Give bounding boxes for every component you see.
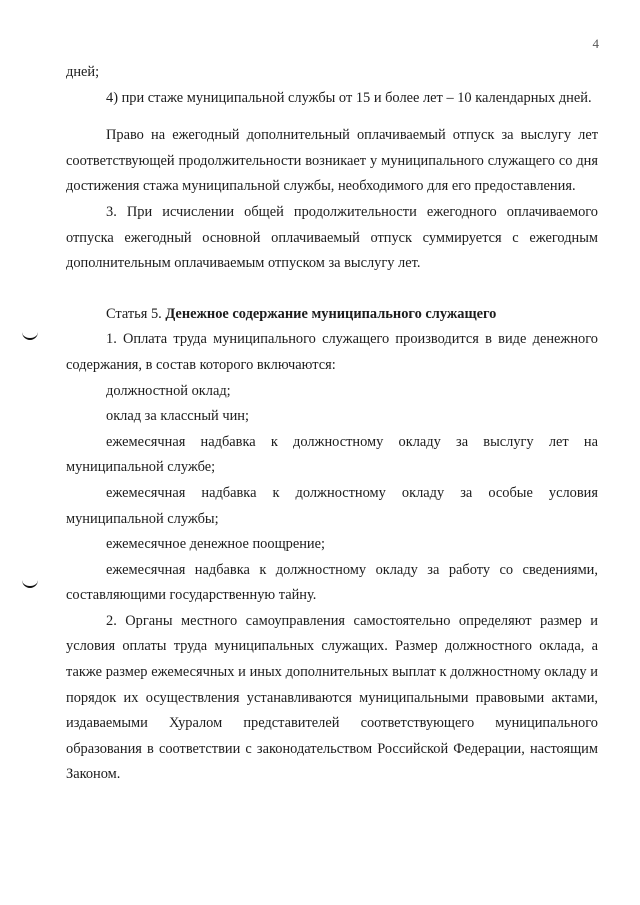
list-item: ежемесячная надбавка к должностному окладу за выслугу лет на муниципальной службе;	[66, 433, 598, 476]
list-item: ежемесячная надбавка к должностному окладу за особые условия муниципальной службы;	[66, 484, 598, 527]
binding-mark-top	[22, 330, 38, 340]
page-number: 4	[592, 36, 599, 51]
list-item: должностной оклад;	[106, 382, 231, 399]
article-prefix: Статья 5.	[106, 305, 162, 322]
binding-mark-bottom	[22, 578, 38, 588]
list-item: оклад за классный чин;	[106, 408, 249, 425]
article-title: Денежное содержание муниципального служащего	[165, 305, 497, 322]
paragraph-continuation: дней;	[66, 64, 100, 80]
paragraph-clause-2: 2. Органы местного самоуправления самостоятельно определяют размер и условия оплаты труда муниципальных служащих. Размер должностного оклада, а также размер ежемесячных и иных дополнительных выплат к должностному окладу и порядок их осуществления устанавливаются муниципальными правовыми актами, издаваемыми Хуралом представителей соответствующего муниципального образования в соответствии с законодательством Российской Федерации, настоящим Законом.	[66, 612, 598, 783]
list-item: ежемесячная надбавка к должностному окладу за работу со сведениями, составляющими государственную тайну.	[66, 561, 598, 604]
paragraph-list-item-4: 4) при стаже муниципальной службы от 15 и более лет – 10 календарных дней.	[106, 89, 592, 106]
paragraph-clause-1: 1. Оплата труда муниципального служащего производится в виде денежного содержания, в состав которого включаются:	[66, 331, 598, 373]
list-item: ежемесячное денежное поощрение;	[106, 536, 326, 553]
document-body	[66, 60, 598, 788]
article-heading	[66, 302, 598, 328]
paragraph-clause-3: 3. При исчислении общей продолжительности ежегодного оплачиваемого отпуска ежегодный основной оплачиваемый отпуск суммируется с ежегодным дополнительным оплачиваемым отпуском за выслугу лет.	[66, 203, 598, 272]
paragraph-right-to-leave: Право на ежегодный дополнительный оплачиваемый отпуск за выслугу лет соответствующей продолжительности возникает у муниципального служащего со дня достижения стажа муниципальной службы, необходимого для его предоставления.	[66, 127, 598, 195]
